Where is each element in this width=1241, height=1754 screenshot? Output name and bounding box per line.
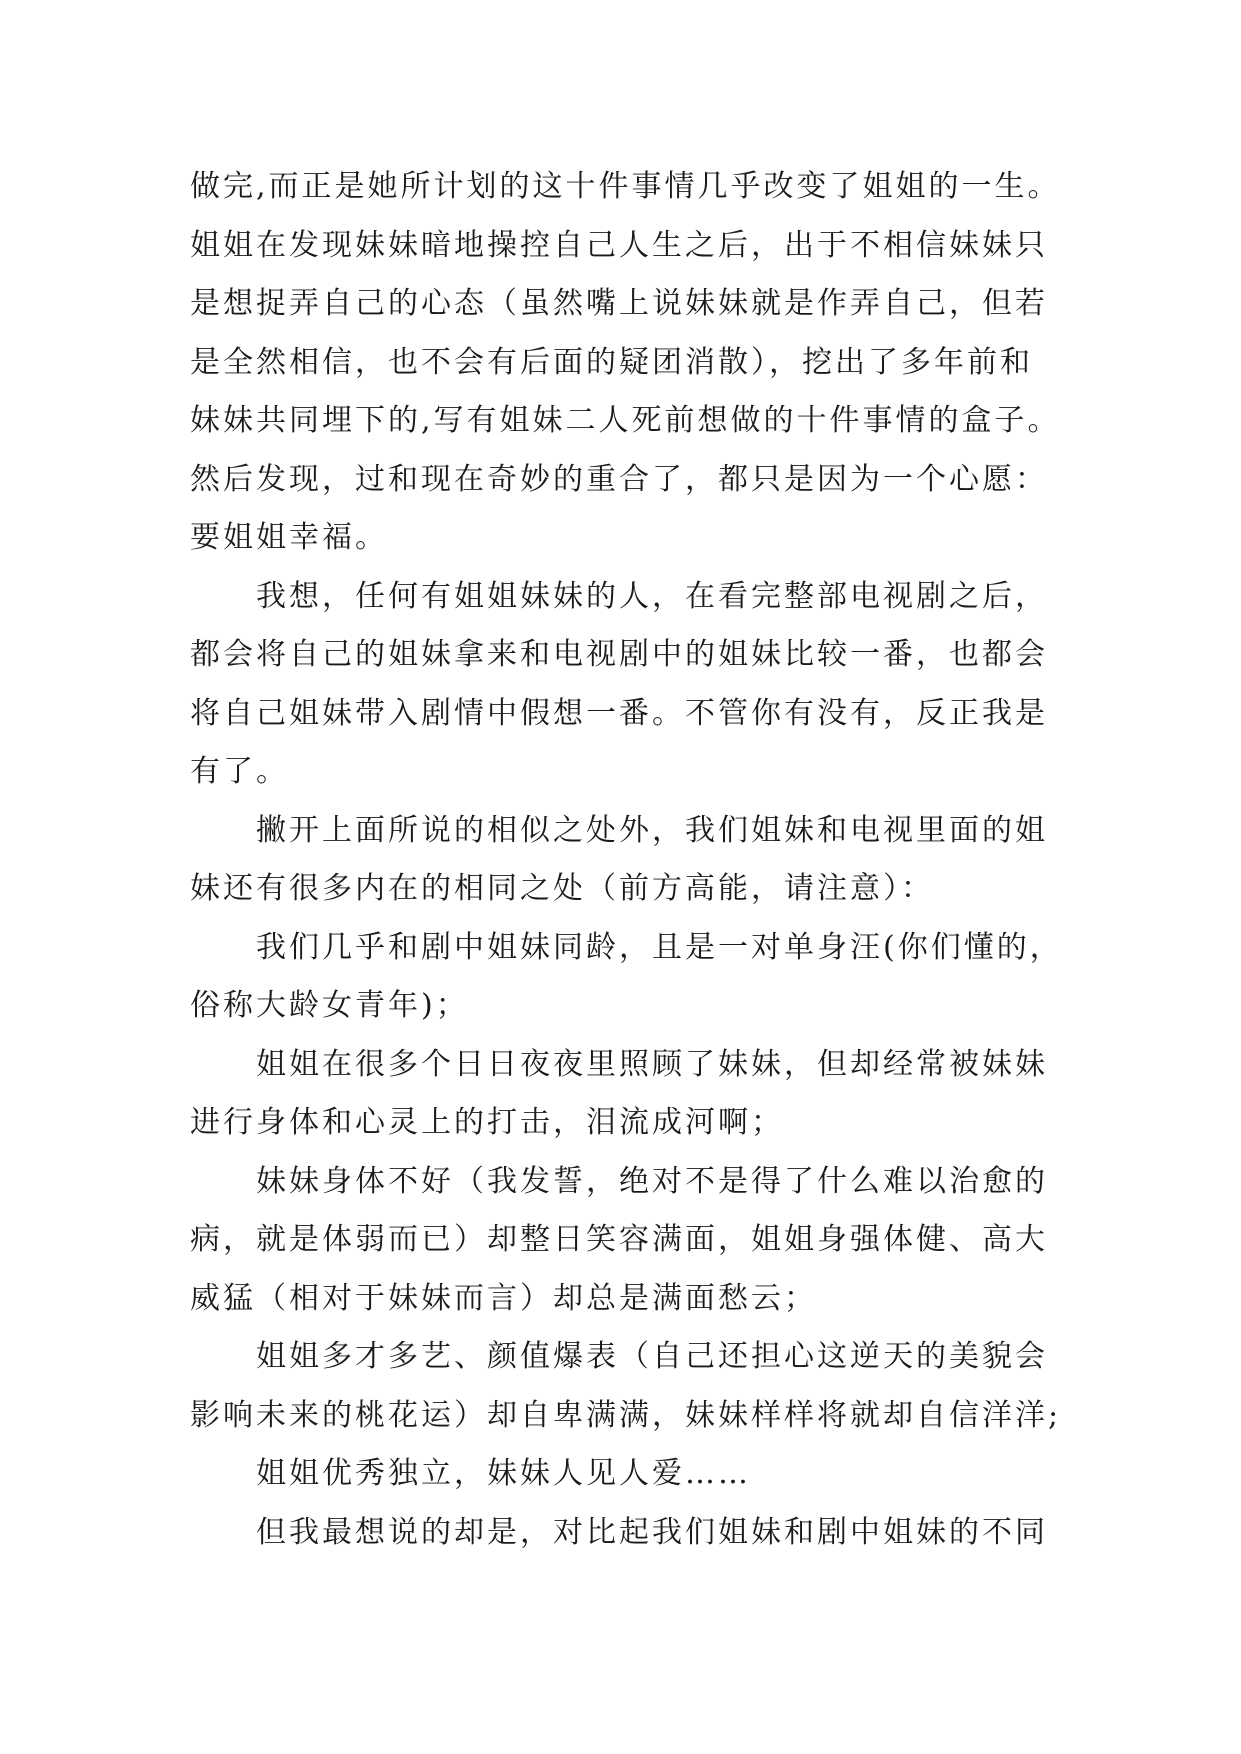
text-line: 但我最想说的却是，对比起我们姐妹和剧中姐妹的不同 [256,1514,1048,1550]
text-line: 撇开上面所说的相似之处外，我们姐妹和电视里面的姐 [256,812,1048,848]
text-line: 都会将自己的姐妹拿来和电视剧中的姐妹比较一番，也都会 [190,637,1048,672]
text-line: 是全然相信，也不会有后面的疑团消散），挖出了多年前和 [190,344,1033,380]
text-line: 病，就是体弱而已）却整日笑容满面，姐姐身强体健、高大 [190,1222,1048,1257]
body-text [190,158,1090,1562]
text-line: 俗称大龄女青年)； [190,988,469,1023]
text-line: 姐姐多才多艺、颜值爆表（自己还担心这逆天的美貌会 [256,1339,1048,1374]
text-line: 将自己姐妹带入剧情中假想一番。不管你有没有，反正我是 [190,695,1048,731]
text-line: 我想，任何有姐姐妹妹的人，在看完整部电视剧之后， [256,578,1048,614]
text-line: 是想捉弄自己的心态（虽然嘴上说妹妹就是作弄自己，但若 [190,286,1048,321]
text-line: 妹妹身体不好（我发誓，绝对不是得了什么难以治愈的 [256,1163,1048,1199]
text-line: 然后发现，过和现在奇妙的重合了，都只是因为一个心愿： [190,461,1048,497]
text-line: 姐姐在很多个日日夜夜里照顾了妹妹，但却经常被妹妹 [256,1046,1048,1082]
text-line: 威猛（相对于妹妹而言）却总是满面愁云； [190,1280,817,1316]
text-line: 要姐姐幸福。 [190,520,388,555]
text-line: 影响未来的桃花运）却自卑满满，妹妹样样将就却自信洋洋; [190,1397,1062,1433]
text-line: 妹还有很多内在的相同之处（前方高能，请注意）： [190,871,934,906]
text-line: 做完,而正是她所计划的这十件事情几乎改变了姐姐的一生。 [190,169,1061,204]
text-line: 进行身体和心灵上的打击，泪流成河啊； [190,1105,784,1140]
text-line: 我们几乎和剧中姐妹同龄，且是一对单身汪(你们懂的， [256,929,1063,965]
text-line: 有了。 [190,754,289,789]
text-line: 妹妹共同埋下的,写有姐妹二人死前想做的十件事情的盒子。 [190,403,1061,438]
text-line: 姐姐在发现妹妹暗地操控自己人生之后，出于不相信妹妹只 [190,227,1048,263]
text-line: 姐姐优秀独立，妹妹人见人爱…… [256,1456,751,1491]
